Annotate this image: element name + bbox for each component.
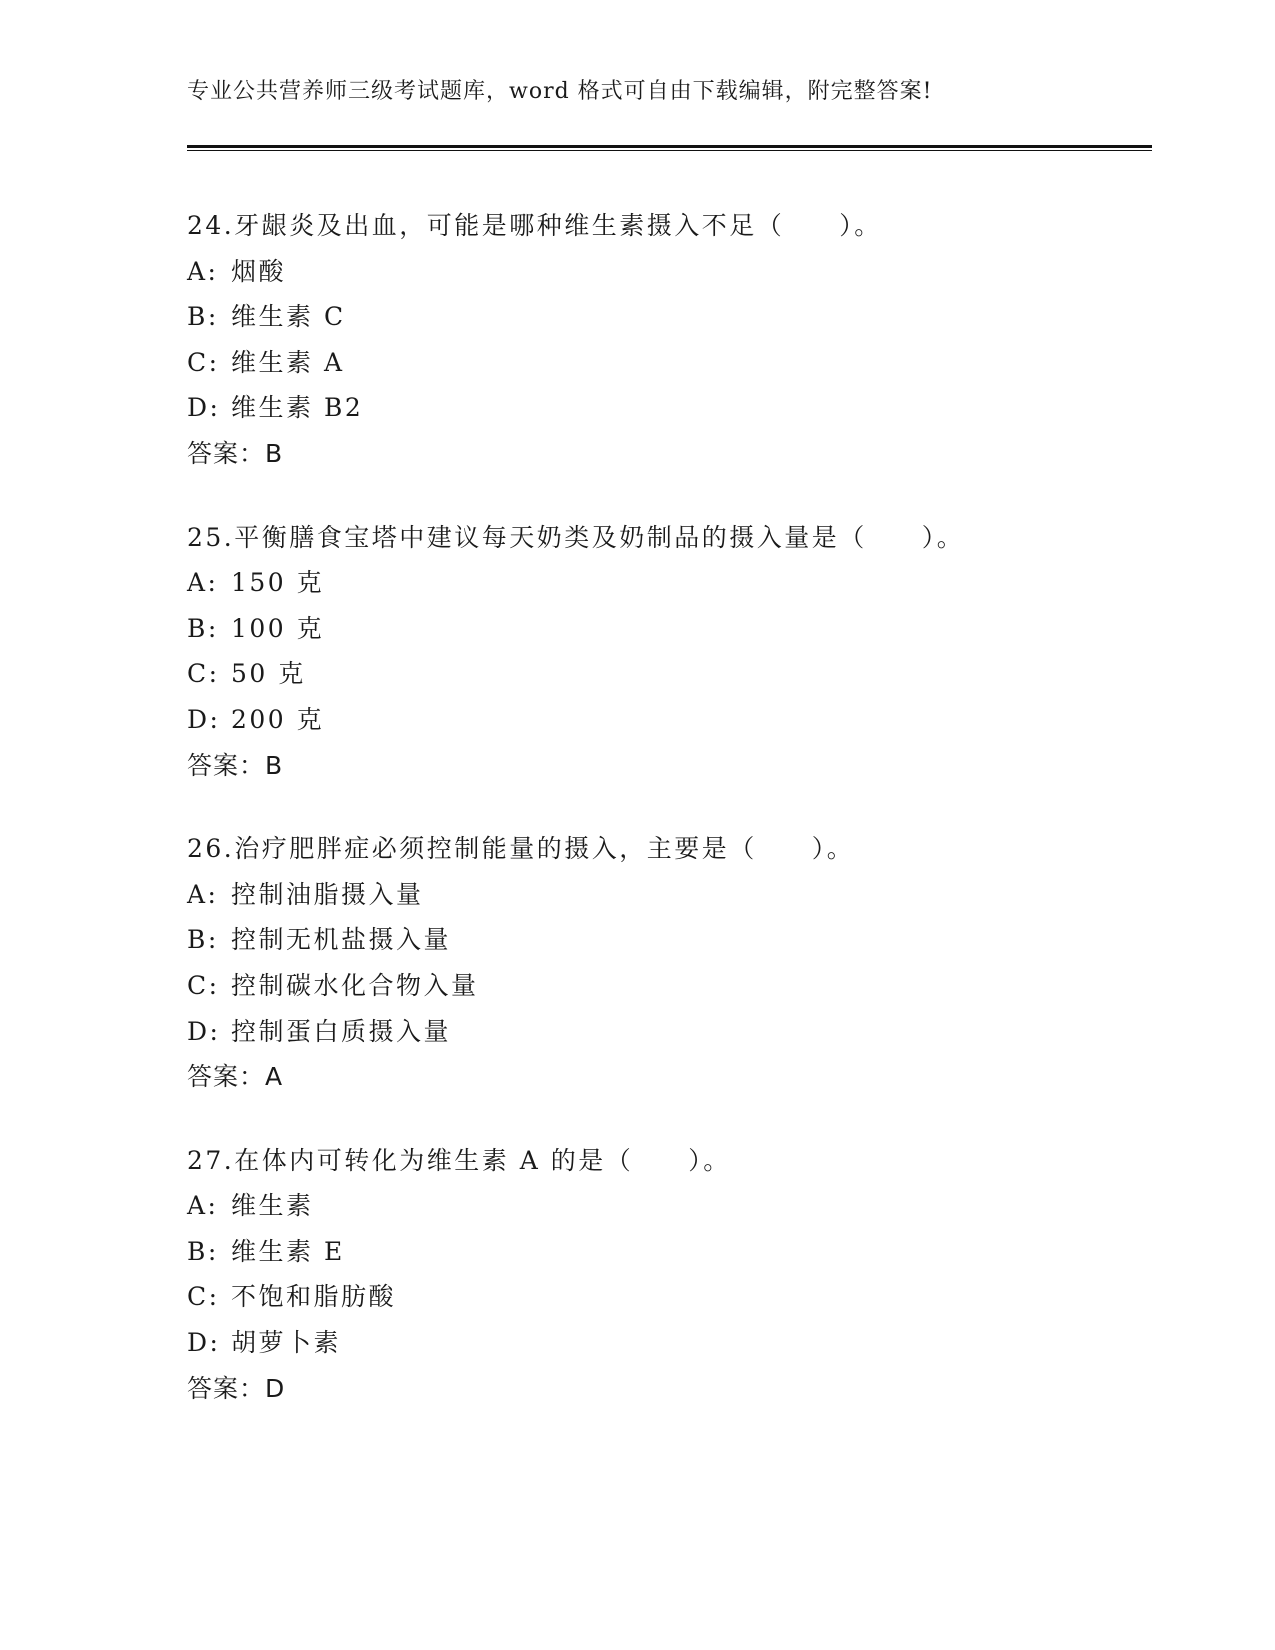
option-b [187, 1229, 1147, 1275]
option-key: C: [187, 659, 220, 689]
option-c [187, 963, 1147, 1009]
option-a [187, 249, 1147, 295]
option-text: 维生素 A [231, 347, 345, 377]
option-key: A: [187, 1191, 219, 1221]
option-text: 烟酸 [231, 256, 287, 286]
question-stem: 27.在体内可转化为维生素 A 的是（ ）。 [187, 1145, 731, 1175]
option-key: C: [187, 1282, 220, 1312]
option-text: 150 克 [231, 568, 325, 598]
option-key: C: [187, 970, 220, 1000]
option-key: B: [187, 1236, 219, 1266]
question-stem: 26.治疗肥胖症必须控制能量的摄入，主要是（ ）。 [187, 834, 855, 864]
option-text: 控制无机盐摄入量 [231, 925, 452, 955]
option-d [187, 697, 1147, 743]
option-text: 控制油脂摄入量 [231, 879, 424, 909]
option-key: D: [187, 1328, 221, 1358]
option-text: 维生素 B2 [231, 393, 364, 423]
option-text: 100 克 [231, 613, 325, 643]
option-text: 200 克 [231, 704, 325, 734]
option-text: 控制碳水化合物入量 [231, 970, 479, 1000]
option-text: 维生素 C [231, 302, 346, 332]
option-text: 不饱和脂肪酸 [231, 1282, 397, 1312]
option-key: A: [187, 879, 219, 909]
option-text: 维生素 [231, 1191, 314, 1221]
option-d [187, 385, 1147, 431]
page-header: 专业公共营养师三级考试题库，word 格式可自由下载编辑，附完整答案! [187, 79, 933, 104]
question-27 [187, 1138, 1147, 1412]
option-key: B: [187, 613, 219, 643]
question-24 [187, 203, 1147, 477]
option-d [187, 1009, 1147, 1055]
option-text: 胡萝卜素 [231, 1328, 342, 1358]
option-key: D: [187, 1016, 221, 1046]
option-b [187, 294, 1147, 340]
question-stem: 24.牙龈炎及出血，可能是哪种维生素摄入不足（ ）。 [187, 211, 882, 240]
option-c [187, 1274, 1147, 1320]
option-key: B: [187, 925, 219, 955]
option-text: 50 克 [231, 659, 306, 689]
answer-line: 答案：B [187, 750, 284, 780]
answer-line: 答案：A [187, 1062, 284, 1092]
option-b [187, 917, 1147, 963]
question-list [187, 203, 1147, 1449]
option-key: A: [187, 568, 219, 598]
option-key: C: [187, 347, 220, 377]
answer-line: 答案：B [187, 438, 284, 468]
option-a [187, 560, 1147, 606]
question-stem: 25.平衡膳食宝塔中建议每天奶类及奶制品的摄入量是（ ）。 [187, 522, 965, 552]
option-c [187, 340, 1147, 386]
option-d [187, 1320, 1147, 1366]
option-a [187, 872, 1147, 918]
option-c [187, 651, 1147, 697]
question-26 [187, 826, 1147, 1100]
option-b [187, 606, 1147, 652]
option-a [187, 1183, 1147, 1229]
question-25 [187, 515, 1147, 789]
option-text: 维生素 E [231, 1236, 345, 1266]
option-key: B: [187, 302, 219, 332]
option-text: 控制蛋白质摄入量 [231, 1016, 452, 1046]
option-key: A: [187, 256, 219, 286]
answer-line: 答案：D [187, 1373, 286, 1403]
option-key: D: [187, 704, 221, 734]
option-key: D: [187, 393, 221, 423]
header-divider [187, 145, 1152, 151]
